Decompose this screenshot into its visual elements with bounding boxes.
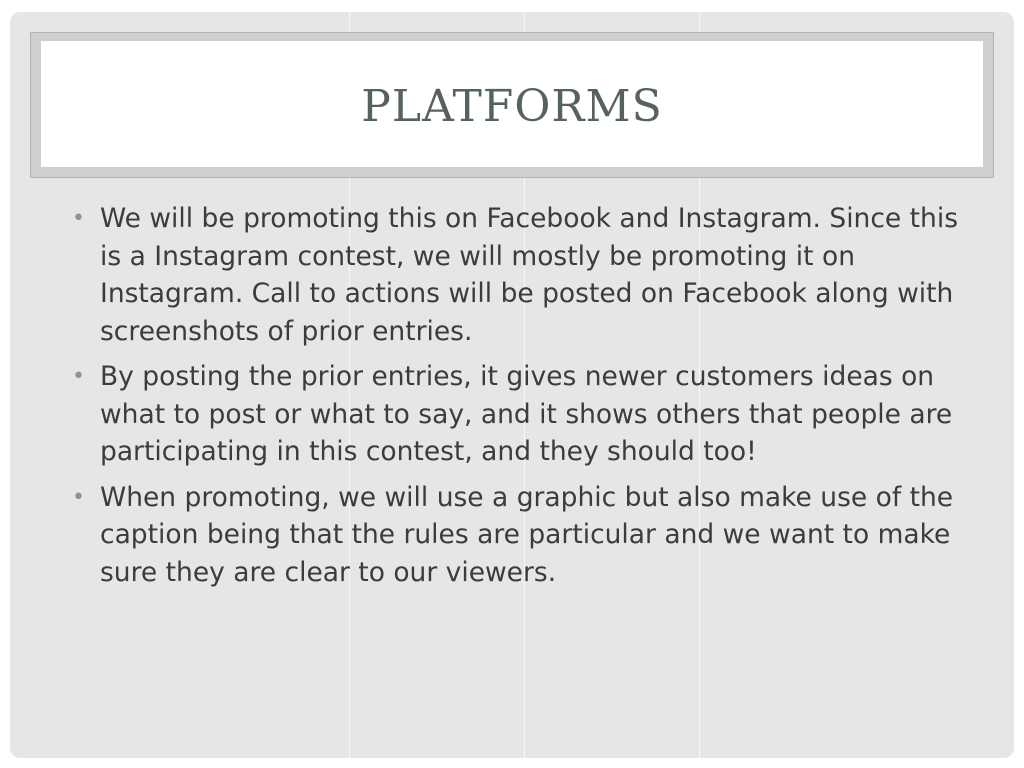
bullet-text: We will be promoting this on Facebook and Instagram. Since this is a Instagram contest, we will mostly be promoting it on Instagram. Call to actions will be posted on Facebook along with screenshots of prior entries.: [100, 203, 959, 347]
slide-title: PLATFORMS: [361, 80, 663, 132]
bullet-item: [70, 479, 970, 592]
bullet-text: By posting the prior entries, it gives newer customers ideas on what to post or what to say, and it shows others that people are participating in this contest, and they should too!: [100, 361, 953, 467]
bullet-icon: •: [72, 206, 85, 231]
slide: [10, 12, 1014, 758]
bullet-item: [70, 358, 970, 471]
bullet-item: [70, 200, 970, 350]
title-frame: [30, 32, 994, 178]
bullet-text: When promoting, we will use a graphic but also make use of the caption being that the rules are particular and we want to make sure they are clear to our viewers.: [100, 481, 954, 588]
bullet-icon: •: [72, 364, 85, 389]
bullet-list: [70, 200, 970, 599]
title-panel: [41, 41, 983, 167]
bullet-icon: •: [72, 484, 85, 510]
